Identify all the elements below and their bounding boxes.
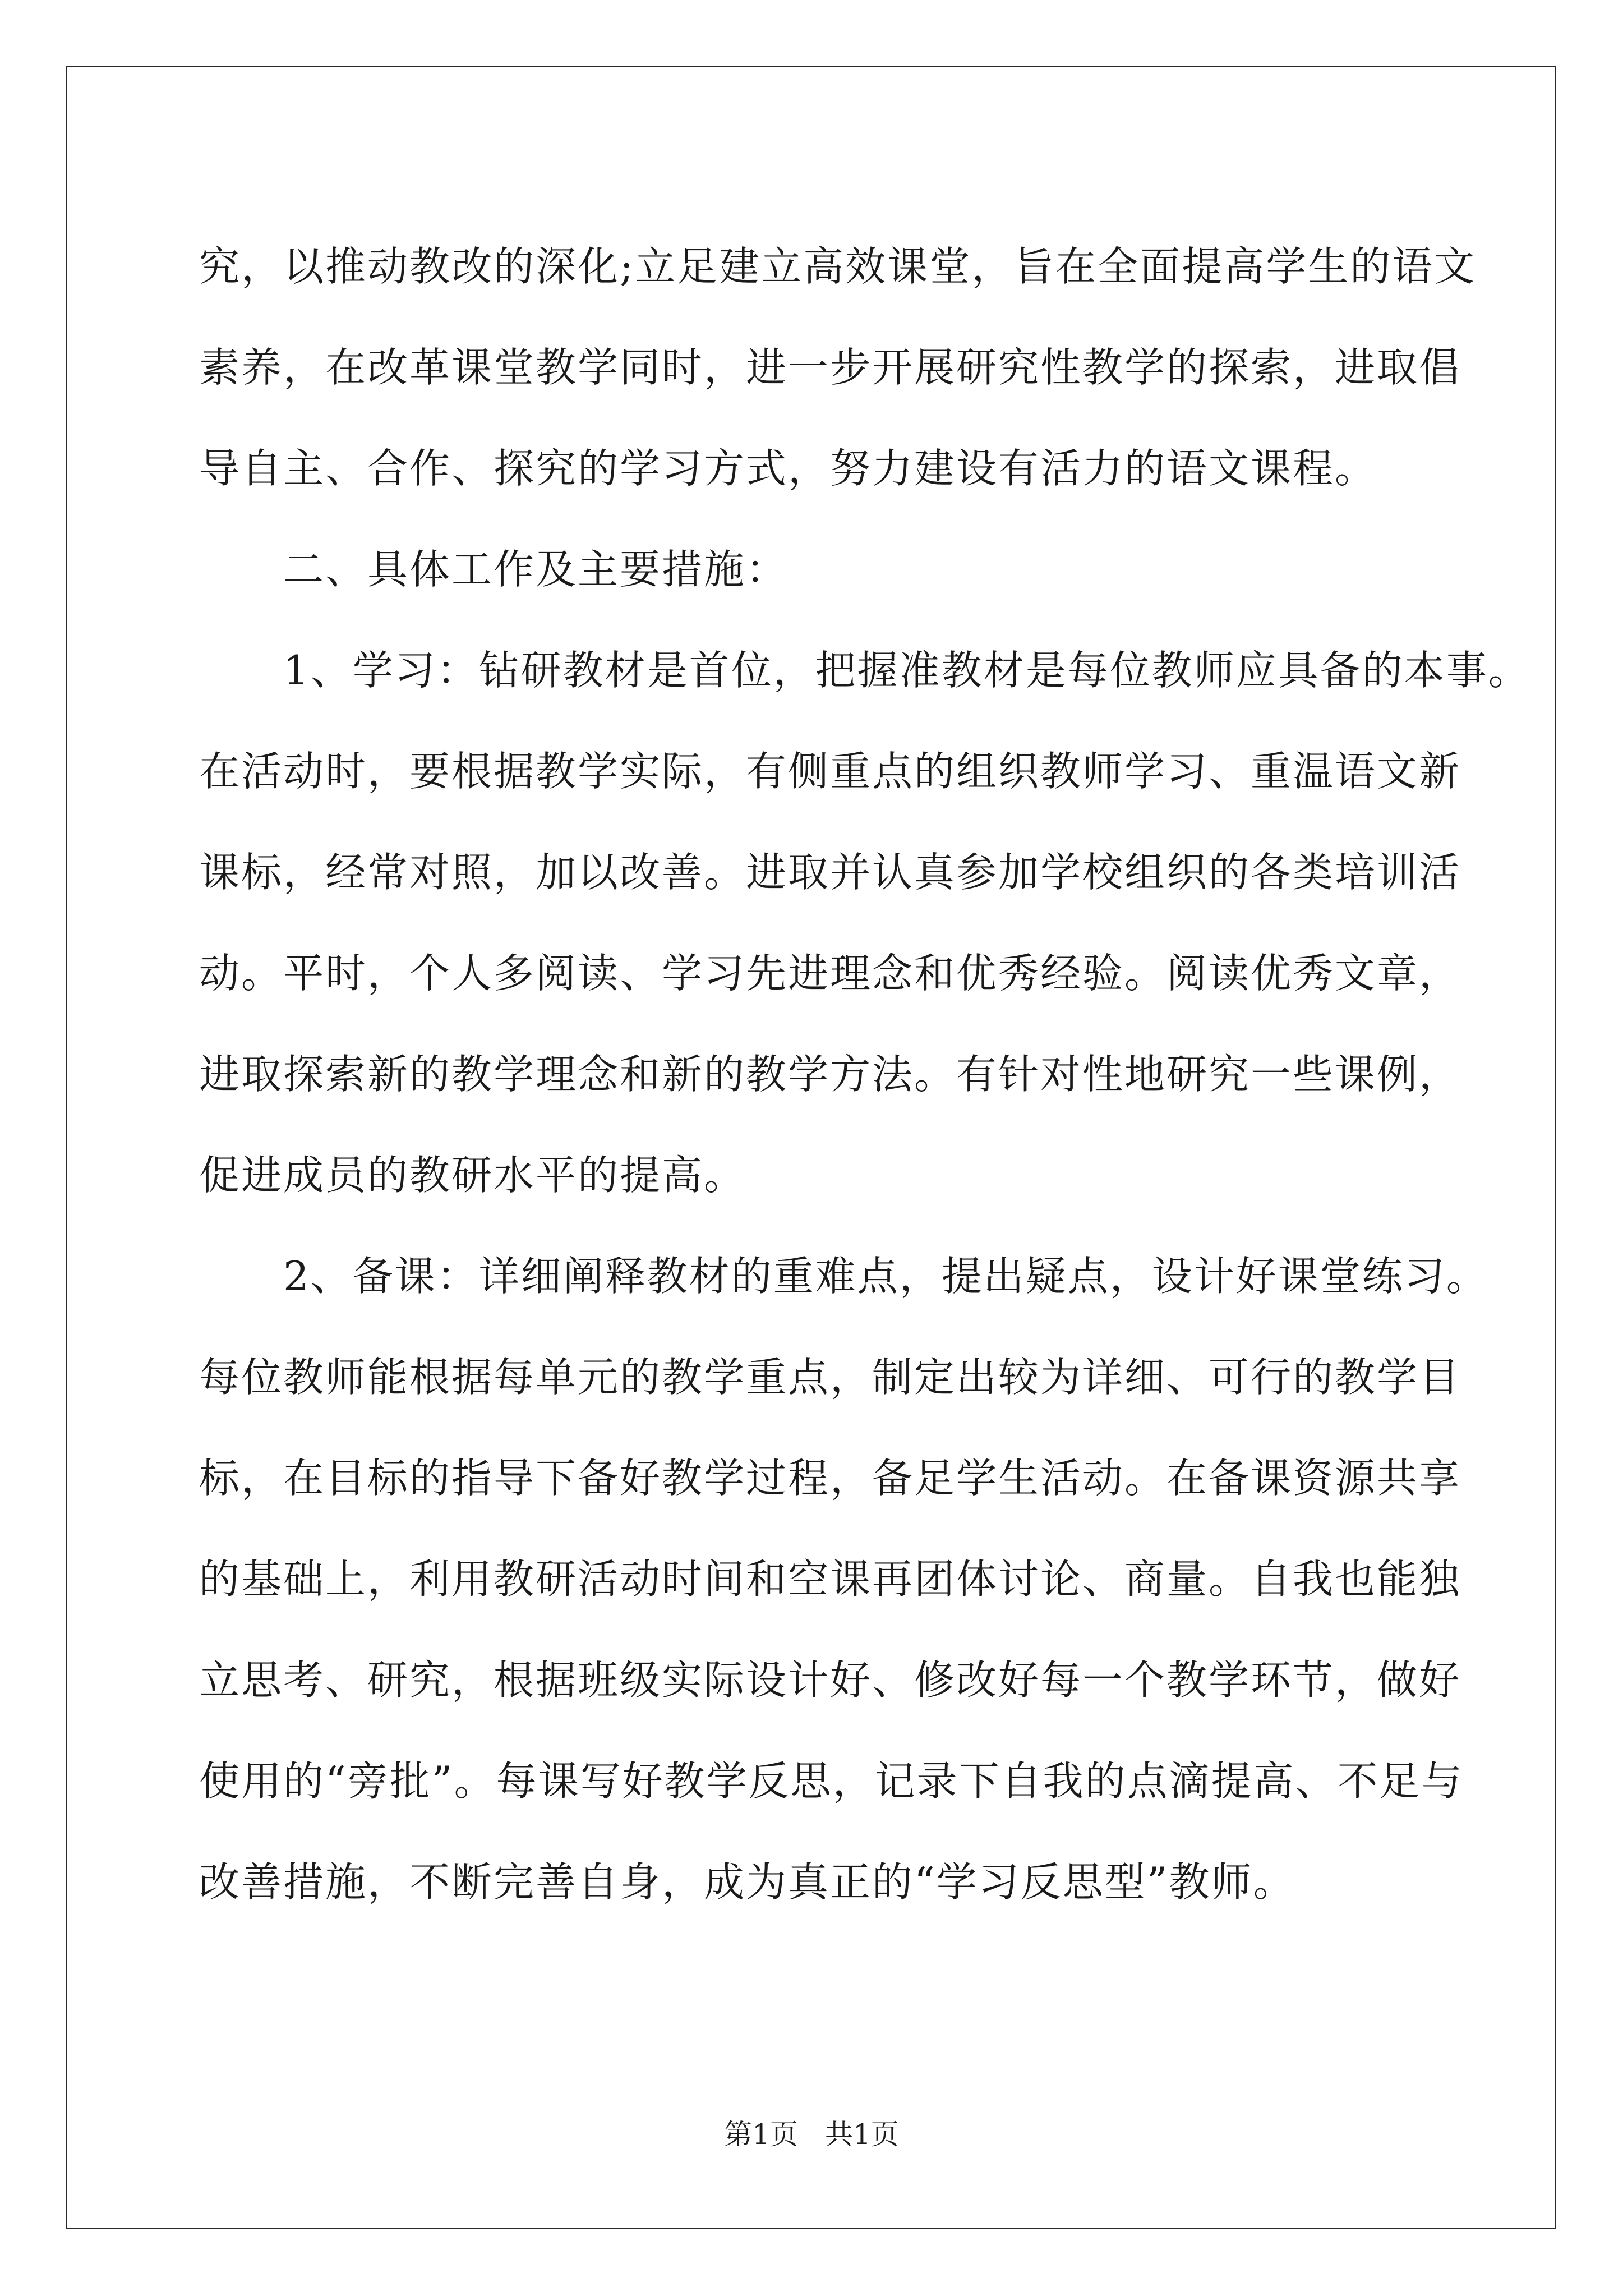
text-line: 改善措施，不断完善自身，成为真正的“学习反思型”教师。 (199, 1858, 1295, 1906)
page-total: 共1页 (825, 2118, 899, 2151)
page-number: 第1页 (724, 2118, 798, 2151)
text-line: 课标，经常对照，加以改善。进取并认真参加学校组织的各类培训活 (199, 849, 1461, 896)
section-heading: 二、具体工作及主要措施： (199, 546, 789, 593)
text-line: 进取探索新的教学理念和新的教学方法。有针对性地研究一些课例， (199, 1051, 1461, 1098)
text-line: 的基础上，利用教研活动时间和空课再团体讨论、商量。自我也能独 (199, 1556, 1461, 1603)
text-line: 每位教师能根据每单元的教学重点，制定出较为详细、可行的教学目 (199, 1354, 1461, 1401)
text-line: 1、学习：钻研教材是首位，把握准教材是每位教师应具备的本事。 (199, 647, 1530, 694)
document-body (199, 216, 1530, 1932)
text-line: 究，以推动教改的深化;立足建立高效课堂，旨在全面提高学生的语文 (199, 243, 1477, 290)
text-line: 2、备课：详细阐释教材的重难点，提出疑点，设计好课堂练习。 (199, 1253, 1488, 1300)
text-line: 标，在目标的指导下备好教学过程，备足学生活动。在备课资源共享 (199, 1455, 1461, 1502)
text-line: 导自主、合作、探究的学习方式，努力建设有活力的语文课程。 (199, 445, 1377, 492)
text-line: 素养，在改革课堂教学同时，进一步开展研究性教学的探索，进取倡 (199, 344, 1461, 391)
text-line: 使用的“旁批”。每课写好教学反思，记录下自我的点滴提高、不足与 (199, 1757, 1464, 1805)
text-line: 动。平时，个人多阅读、学习先进理念和优秀经验。阅读优秀文章， (199, 950, 1461, 997)
page-footer (0, 2118, 1623, 2151)
text-line: 在活动时，要根据教学实际，有侧重点的组织教师学习、重温语文新 (199, 748, 1461, 795)
text-line: 立思考、研究，根据班级实际设计好、修改好每一个教学环节，做好 (199, 1657, 1461, 1704)
text-line: 促进成员的教研水平的提高。 (199, 1152, 746, 1199)
